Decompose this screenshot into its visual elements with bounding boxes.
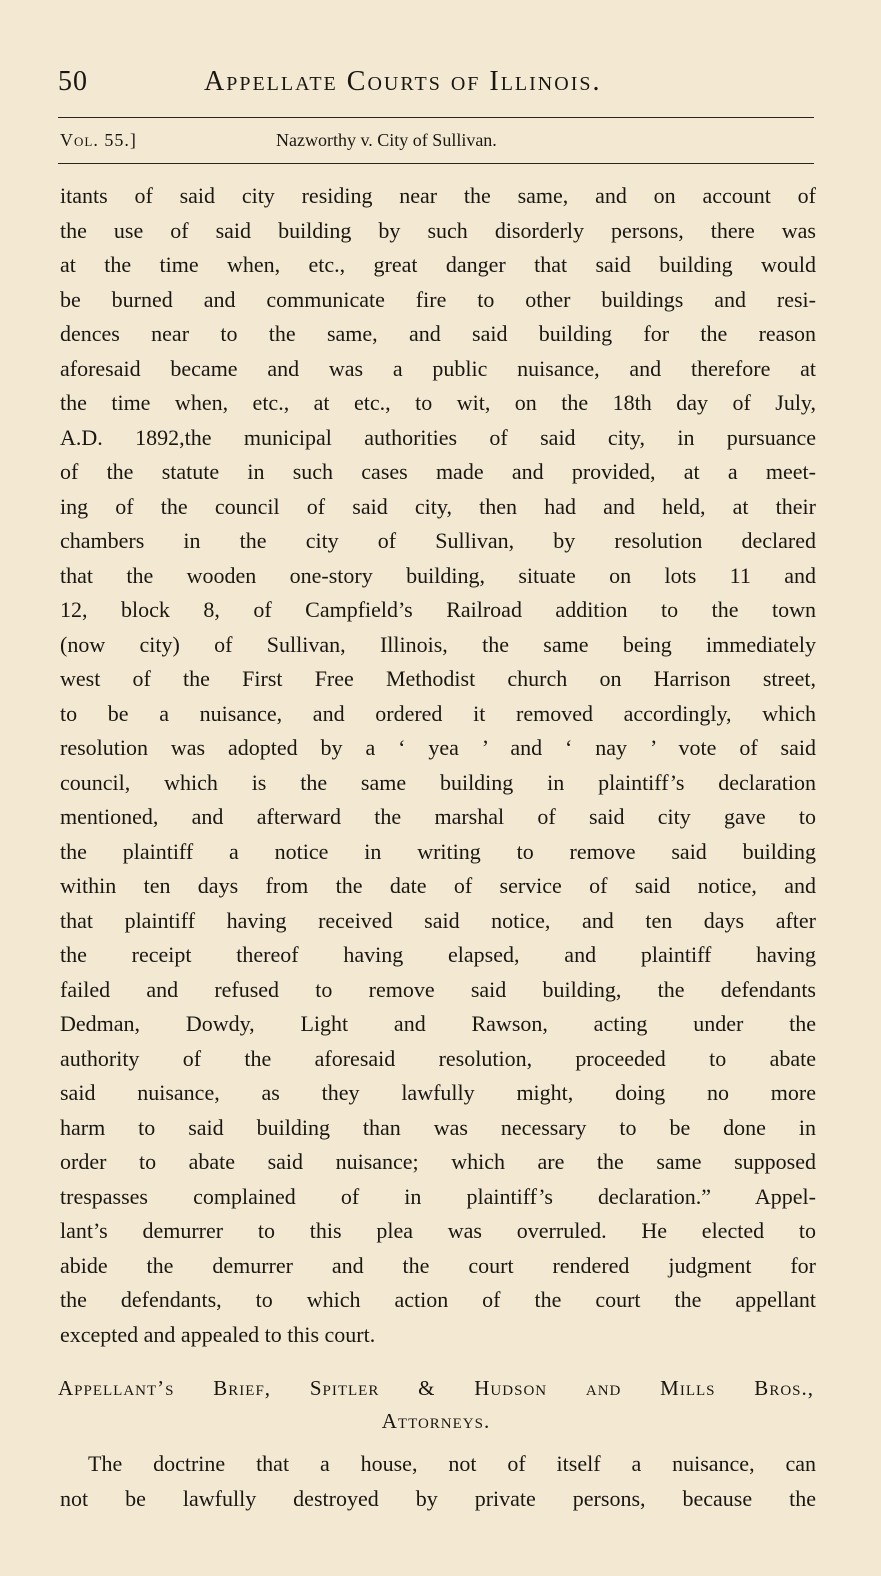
- text-line: said nuisance, as they lawfully might, doing no more: [60, 1080, 816, 1105]
- text-line: resolution was adopted by a ‘ yea ’ and ‘ nay ’ vote of said: [60, 735, 816, 760]
- text-line: the use of said building by such disorderly persons, there was: [60, 217, 816, 243]
- text-line: lant’s demurrer to this plea was overruled. He elected to: [60, 1218, 816, 1243]
- text-line: Dedman, Dowdy, Light and Rawson, acting under the: [60, 1011, 816, 1036]
- text-line: 12, block 8, of Campfield’s Railroad addition to the town: [60, 597, 816, 622]
- text-line: abide the demurrer and the court rendered judgment for: [60, 1252, 816, 1278]
- text-line: west of the First Free Methodist church on Harrison street,: [60, 666, 816, 691]
- text-line: mentioned, and afterward the marshal of said city gave to: [60, 804, 816, 829]
- text-line: the time when, etc., at etc., to wit, on the 18th day of July,: [60, 390, 816, 415]
- text-line: (now city) of Sullivan, Illinois, the same being immediately: [60, 631, 816, 657]
- text-line: not be lawfully destroyed by private persons, because the: [60, 1485, 816, 1511]
- argument-paragraph: [60, 1447, 816, 1516]
- brief-heading-line: Appellant’s Brief, Spitler & Hudson and Mills Bros.,: [58, 1376, 814, 1400]
- text-line: the defendants, to which action of the court the appellant: [60, 1287, 816, 1312]
- case-title: Nazworthy v. City of Sullivan.: [276, 130, 497, 150]
- text-line: the plaintiff a notice in writing to remove said building: [60, 838, 816, 864]
- volume-label: Vol. 55.]: [60, 130, 137, 150]
- text-line: at the time when, etc., great danger that said building would: [60, 252, 816, 277]
- text-line: ing of the council of said city, then had and held, at their: [60, 493, 816, 519]
- journal-title: Appellate Courts of Illinois.: [204, 66, 602, 97]
- text-line: order to abate said nuisance; which are the same supposed: [60, 1149, 816, 1174]
- text-line: the receipt thereof having elapsed, and plaintiff having: [60, 942, 816, 967]
- text-line: A.D. 1892,the municipal authorities of said city, in pursuance: [60, 424, 816, 450]
- text-line: authority of the aforesaid resolution, proceeded to abate: [60, 1045, 816, 1071]
- text-line: chambers in the city of Sullivan, by resolution declared: [60, 528, 816, 553]
- text-line: of the statute in such cases made and provided, at a meet-: [60, 459, 816, 484]
- brief-heading-line: Attorneys.: [381, 1409, 491, 1433]
- header-rule-top: [58, 117, 814, 118]
- text-line: harm to said building than was necessary to be done in: [60, 1114, 816, 1140]
- brief-heading: [58, 1372, 814, 1438]
- text-line: be burned and communicate fire to other buildings and resi-: [60, 286, 816, 312]
- text-line: within ten days from the date of service of said notice, and: [60, 873, 816, 898]
- header-rule-bottom: [58, 163, 814, 164]
- page-number: 50: [58, 66, 88, 97]
- text-line: The doctrine that a house, not of itself a nuisance, can: [88, 1451, 816, 1476]
- text-line: excepted and appealed to this court.: [60, 1321, 376, 1347]
- text-line: to be a nuisance, and ordered it removed accordingly, which: [60, 700, 816, 726]
- text-line: that the wooden one-story building, situate on lots 11 and: [60, 562, 816, 588]
- text-line: council, which is the same building in plaintiff’s declaration: [60, 769, 816, 795]
- text-line: itants of said city residing near the same, and on account of: [60, 183, 816, 208]
- body-paragraph: [60, 179, 816, 1352]
- text-line: that plaintiff having received said notice, and ten days after: [60, 907, 816, 933]
- text-line: failed and refused to remove said building, the defendants: [60, 976, 816, 1002]
- text-line: trespasses complained of in plaintiff’s declaration.” Appel-: [60, 1183, 816, 1209]
- text-line: dences near to the same, and said building for the reason: [60, 321, 816, 346]
- text-line: aforesaid became and was a public nuisance, and therefore at: [60, 355, 816, 381]
